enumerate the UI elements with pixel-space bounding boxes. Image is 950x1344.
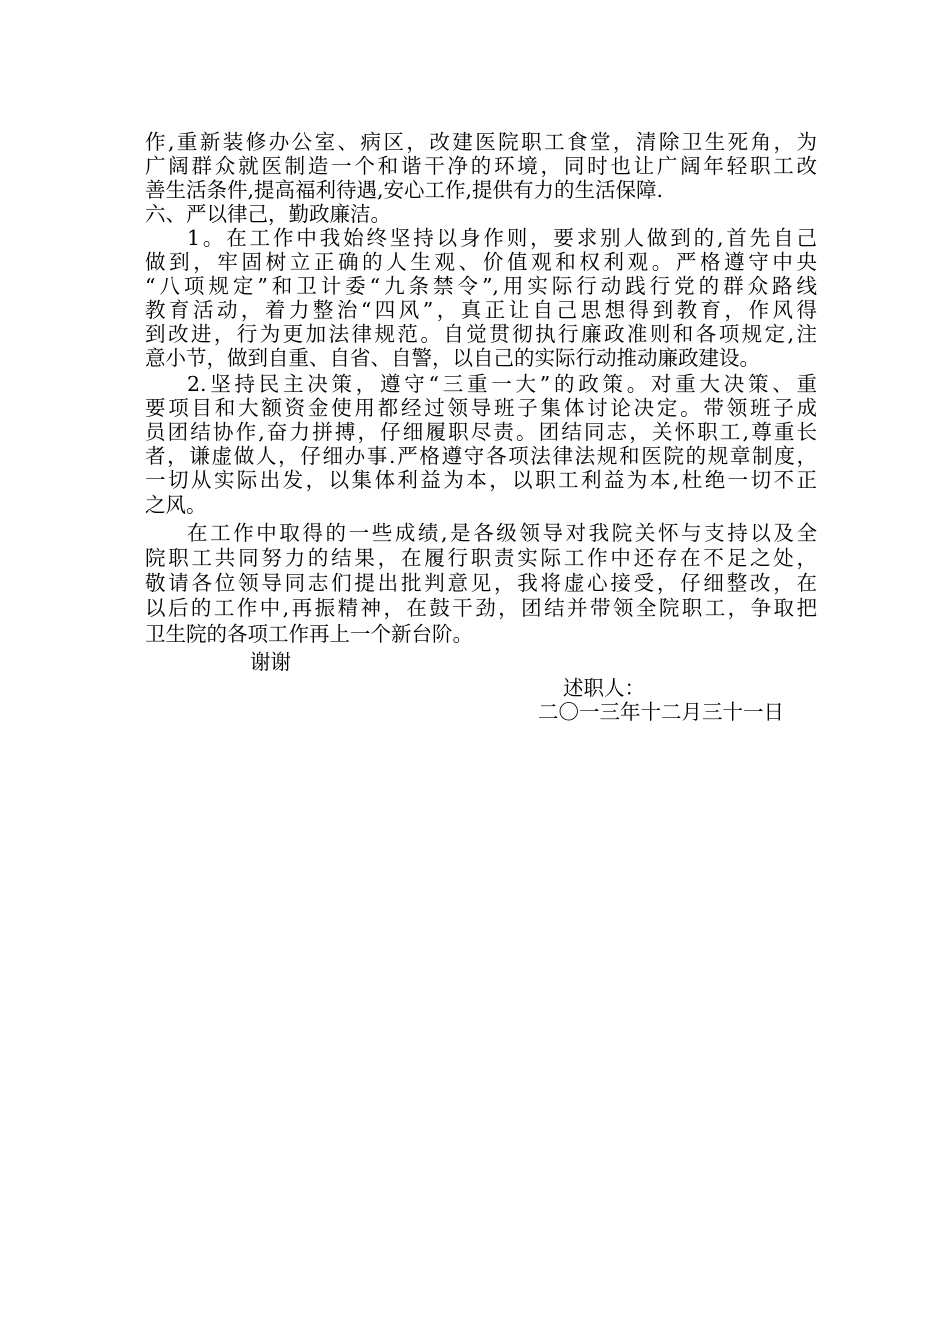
paragraph-line: 作,重新装修办公室、病区，改建医院职工食堂，清除卫生死角，为 xyxy=(145,130,817,154)
paragraph-line: 之风。 xyxy=(145,493,207,517)
paragraph-line: 要项目和大额资金使用都经过领导班子集体讨论决定。带领班子成 xyxy=(145,396,817,420)
paragraph-line: 敬请各位领导同志们提出批判意见，我将虚心接受，仔细整改，在 xyxy=(145,571,817,595)
paragraph-line: 院职工共同努力的结果，在履行职责实际工作中还存在不足之处， xyxy=(145,546,817,570)
paragraph-line: 在工作中取得的一些成绩,是各级领导对我院关怀与支持以及全 xyxy=(187,521,817,545)
paragraph-line: 善生活条件,提高福利待遇,安心工作,提供有力的生活保障. xyxy=(145,178,664,202)
paragraph-line: 广阔群众就医制造一个和谐干净的环境，同时也让广阔年轻职工改 xyxy=(145,154,817,178)
paragraph-line: 者，谦虚做人，仔细办事.严格遵守各项法律法规和医院的规章制度， xyxy=(145,444,817,468)
paragraph-line: 以后的工作中,再振精神，在鼓干劲，团结并带领全院职工，争取把 xyxy=(145,596,817,620)
paragraph-line: 意小节，做到自重、自省、自警，以自己的实际行动推动廉政建设。 xyxy=(145,346,760,370)
signature-date: 二〇一三年十二月三十一日 xyxy=(538,700,784,724)
paragraph-line: 到改进，行为更加法律规范。自觉贯彻执行廉政准则和各项规定,注 xyxy=(145,322,817,346)
paragraph-line: 2.坚持民主决策，遵守“三重一大”的政策。对重大决策、重 xyxy=(187,372,817,396)
paragraph-line: 一切从实际出发，以集体利益为本，以职工利益为本,杜绝一切不正 xyxy=(145,468,817,492)
paragraph-line: 卫生院的各项工作再上一个新台阶。 xyxy=(145,622,473,646)
section-heading: 六、严以律己，勤政廉洁。 xyxy=(145,202,391,226)
thanks-text: 谢谢 xyxy=(250,650,291,674)
paragraph-line: “八项规定”和卫计委“九条禁令”,用实际行动践行党的群众路线 xyxy=(145,274,817,298)
paragraph-line: 1。在工作中我始终坚持以身作则，要求别人做到的,首先自己 xyxy=(187,226,817,250)
paragraph-line: 教育活动，着力整治“四风”，真正让自己思想得到教育，作风得 xyxy=(145,298,817,322)
paragraph-line: 做到，牢固树立正确的人生观、价值观和权利观。严格遵守中央 xyxy=(145,250,817,274)
paragraph-line: 员团结协作,奋力拼搏，仔细履职尽责。团结同志，关怀职工,尊重长 xyxy=(145,420,817,444)
signature-label: 述职人： xyxy=(563,676,645,700)
